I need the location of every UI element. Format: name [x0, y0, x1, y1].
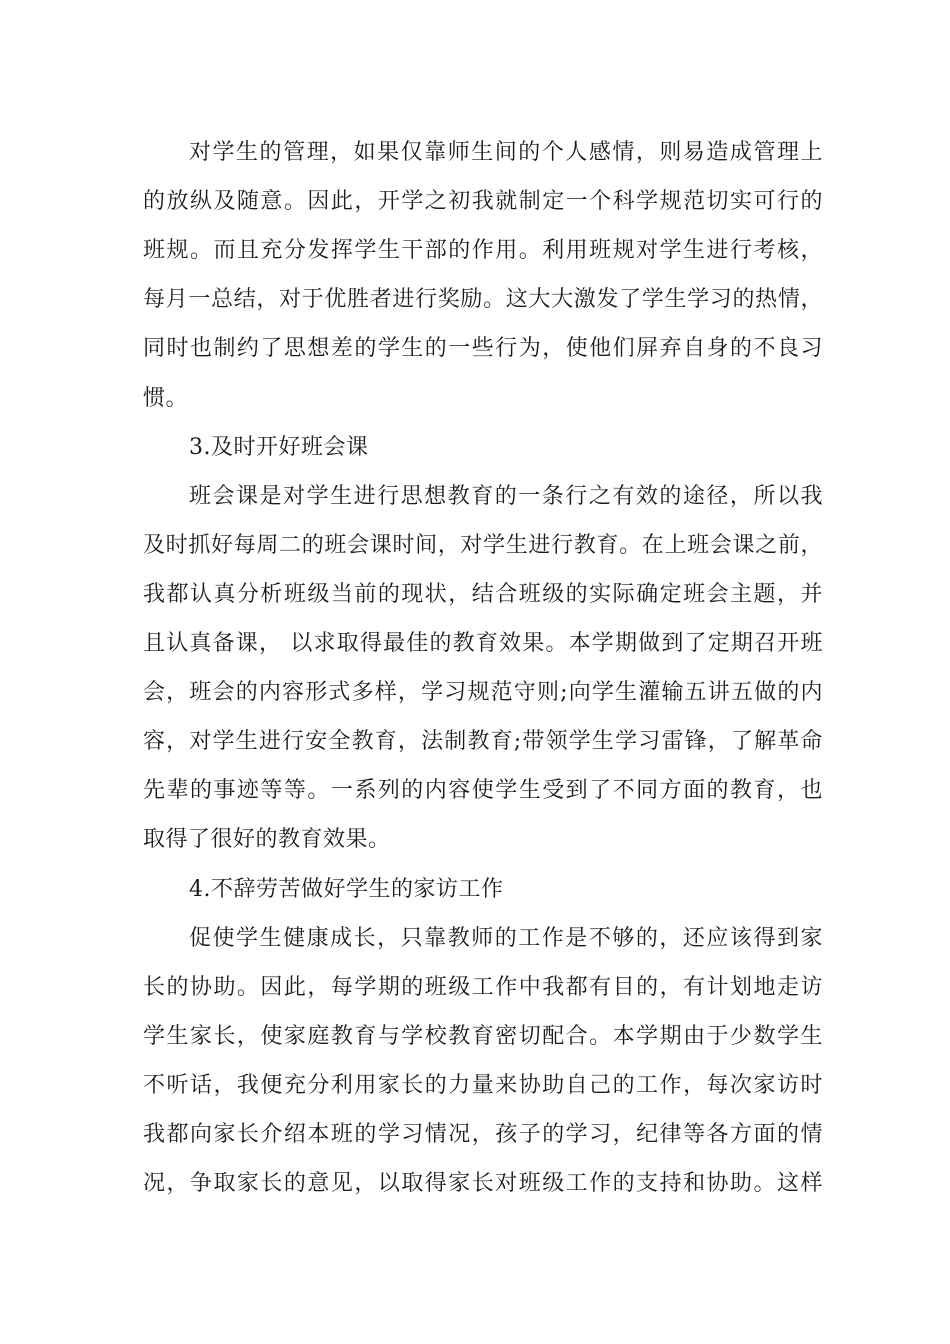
- text-line: 学生家长，使家庭教育与学校教育密切配合。本学期由于少数学生: [143, 1023, 823, 1049]
- text-line: 容，对学生进行安全教育，法制教育;带领学生学习雷锋，了解革命: [143, 729, 823, 755]
- text-line: 4.不辞劳苦做好学生的家访工作: [189, 876, 504, 902]
- text-line: 班规。而且充分发挥学生干部的作用。利用班规对学生进行考核，: [143, 238, 823, 264]
- text-line: 3.及时开好班会课: [189, 434, 369, 460]
- text-line: 班会课是对学生进行思想教育的一条行之有效的途径，所以我: [189, 483, 823, 509]
- text-line: 长的协助。因此，每学期的班级工作中我都有目的，有计划地走访: [143, 974, 823, 1000]
- text-line: 且认真备课， 以求取得最佳的教育效果。本学期做到了定期召开班: [143, 631, 823, 656]
- text-line: 促使学生健康成长，只靠教师的工作是不够的，还应该得到家: [189, 925, 823, 951]
- text-line: 我都认真分析班级当前的现状，结合班级的实际确定班会主题，并: [143, 581, 823, 607]
- text-line: 况，争取家长的意见，以取得家长对班级工作的支持和协助。这样: [143, 1171, 823, 1197]
- text-line: 及时抓好每周二的班会课时间，对学生进行教育。在上班会课之前，: [143, 532, 823, 558]
- text-line: 先辈的事迹等等。一系列的内容使学生受到了不同方面的教育，也: [143, 778, 823, 804]
- text-line: 对学生的管理，如果仅靠师生间的个人感情，则易造成管理上: [189, 140, 823, 165]
- text-line: 会，班会的内容形式多样，学习规范守则;向学生灌输五讲五做的内: [143, 680, 823, 706]
- text-line: 同时也制约了思想差的学生的一些行为，使他们屏弃自身的不良习: [143, 336, 823, 362]
- text-line: 的放纵及随意。因此，开学之初我就制定一个科学规范切实可行的: [143, 189, 823, 215]
- text-line: 惯。: [143, 385, 189, 411]
- text-line: 不听话，我便充分利用家长的力量来协助自己的工作，每次家访时: [143, 1072, 823, 1098]
- text-line: 我都向家长介绍本班的学习情况，孩子的学习，纪律等各方面的情: [143, 1122, 823, 1147]
- text-line: 取得了很好的教育效果。: [143, 827, 391, 853]
- text-line: 每月一总结，对于优胜者进行奖励。这大大激发了学生学习的热情，: [143, 287, 823, 313]
